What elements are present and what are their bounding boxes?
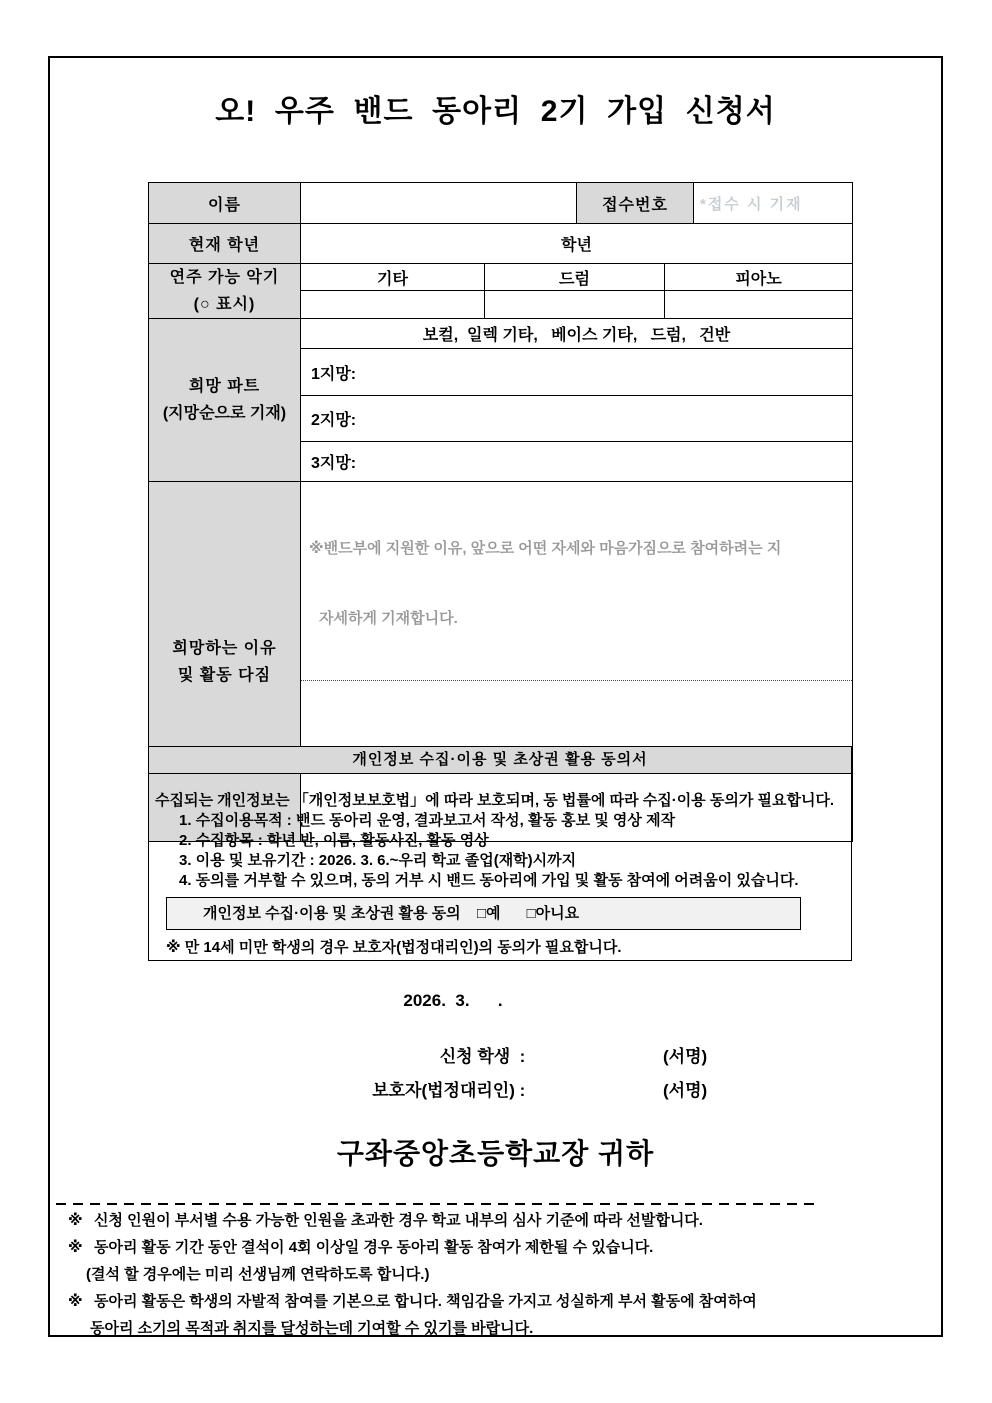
instrument-col-drum: 드럼 [485, 264, 665, 291]
reason-note-line1: ※밴드부에 지원한 이유, 앞으로 어떤 자세와 마음가짐으로 참여하려는 지 [309, 539, 782, 557]
instrument-col-piano: 피아노 [665, 264, 853, 291]
footer-note-4 [68, 1293, 928, 1311]
receipt-number-label: 접수번호 [577, 183, 694, 224]
dashed-divider [56, 1203, 820, 1205]
footer-note-4-text: 동아리 활동은 학생의 자발적 참여를 기본으로 합니다. 책임감을 가지고 성실하게 부서 활동에 참여하여 [94, 1293, 757, 1310]
footer-note-5-text: 동아리 소기의 목적과 취지를 달성하는데 기여할 수 있기를 바랍니다. [90, 1320, 534, 1337]
guardian-signature-field[interactable]: (서명) [663, 1081, 708, 1100]
consent-item-1: 1. 수집이용목적 : 밴드 동아리 운영, 결과보고서 작성, 활동 홍보 및 영상 제작 [179, 812, 676, 829]
consent-section [148, 746, 852, 961]
name-input-cell[interactable] [301, 183, 577, 224]
student-signature-field[interactable]: (서명) [663, 1047, 708, 1066]
addressee: 구좌중앙초등학교장 귀하 [336, 1138, 655, 1169]
consent-item-4: 4. 동의를 거부할 수 있으며, 동의 거부 시 밴드 동아리에 가입 및 활동 참여에 어려움이 있습니다. [179, 872, 799, 889]
footer-note-5 [90, 1320, 950, 1338]
instrument-mark-cell-piano[interactable] [665, 291, 853, 319]
choice-2-input[interactable]: 2지망: [301, 396, 853, 442]
consent-body [149, 774, 851, 958]
consent-item-3: 3. 이용 및 보유기간 : 2026. 3. 6.~우리 학교 졸업(재학)시까지 [179, 852, 577, 869]
footer-note-3-text: (결석 할 경우에는 미리 선생님께 연락하도록 합니다.) [86, 1266, 430, 1283]
instrument-mark-cell-guitar[interactable] [301, 291, 485, 319]
reason-label-line2: 및 활동 다짐 [177, 666, 272, 684]
footer-note-3 [86, 1266, 946, 1284]
name-label: 이름 [149, 183, 301, 224]
instruments-label-line1: 연주 가능 악기 [169, 269, 280, 286]
footer-note-4-bullet: ※ [68, 1293, 83, 1310]
consent-intro: 수집되는 개인정보는 「개인정보보호법」에 따라 보호되며, 동 법률에 따라 수집·이용 동의가 필요합니다. [155, 792, 835, 809]
consent-agree-label: 개인정보 수집·이용 및 초상권 활용 동의 [203, 904, 461, 922]
desired-part-label [149, 319, 301, 482]
instrument-col-guitar: 기타 [301, 264, 485, 291]
grade-value-cell[interactable]: 학년 [301, 224, 853, 264]
checkbox-yes[interactable]: □예 [477, 904, 501, 922]
consent-item-2: 2. 수집항목 : 학년 반, 이름, 활동사진, 활동 영상 [179, 832, 489, 849]
page-title: 오! 우주 밴드 동아리 2기 가입 신청서 [215, 95, 776, 128]
part-options: 보컬, 일렉 기타, 베이스 기타, 드럼, 건반 [301, 319, 853, 349]
student-signature-label: 신청 학생 : [439, 1047, 530, 1066]
desired-part-label-line2: (지망순으로 기재) [162, 405, 287, 423]
footer-note-2-bullet: ※ [68, 1239, 83, 1256]
footer-note-1-bullet: ※ [68, 1212, 83, 1229]
footer-note-2 [68, 1239, 928, 1257]
instrument-mark-cell-drum[interactable] [485, 291, 665, 319]
footer-note-1 [68, 1212, 928, 1230]
instruments-label [149, 264, 301, 319]
date-line[interactable]: 2026. 3. . [403, 991, 503, 1010]
consent-title: 개인정보 수집·이용 및 초상권 활용 동의서 [149, 747, 851, 774]
reason-note-line2: 자세하게 기재합니다. [319, 609, 458, 627]
footer-note-2-text: 동아리 활동 기간 동안 결석이 4회 이상일 경우 동아리 활동 참여가 제한될 수 있습니다. [94, 1239, 654, 1256]
choice-3-input[interactable]: 3지망: [301, 442, 853, 482]
guardian-signature-label: 보호자(법정대리인) : [372, 1081, 530, 1100]
application-table [148, 182, 853, 842]
footer-note-1-text: 신청 인원이 부서별 수용 가능한 인원을 초과한 경우 학교 내부의 심사 기준에 따라 선발합니다. [94, 1212, 703, 1229]
consent-agree-row [166, 897, 801, 930]
receipt-number-placeholder[interactable]: *접수 시 기재 [694, 183, 853, 224]
consent-age-note: ※ 만 14세 미만 학생의 경우 보호자(법정대리인)의 동의가 필요합니다. [166, 939, 622, 956]
desired-part-label-line1: 희망 파트 [188, 378, 261, 396]
reason-label-line1: 희망하는 이유 [172, 639, 277, 657]
choice-1-input[interactable]: 1지망: [301, 349, 853, 396]
current-grade-label: 현재 학년 [149, 224, 301, 264]
checkbox-no[interactable]: □아니요 [526, 904, 580, 922]
instruments-label-line2: (○ 표시) [193, 296, 256, 314]
reason-note [301, 482, 852, 681]
